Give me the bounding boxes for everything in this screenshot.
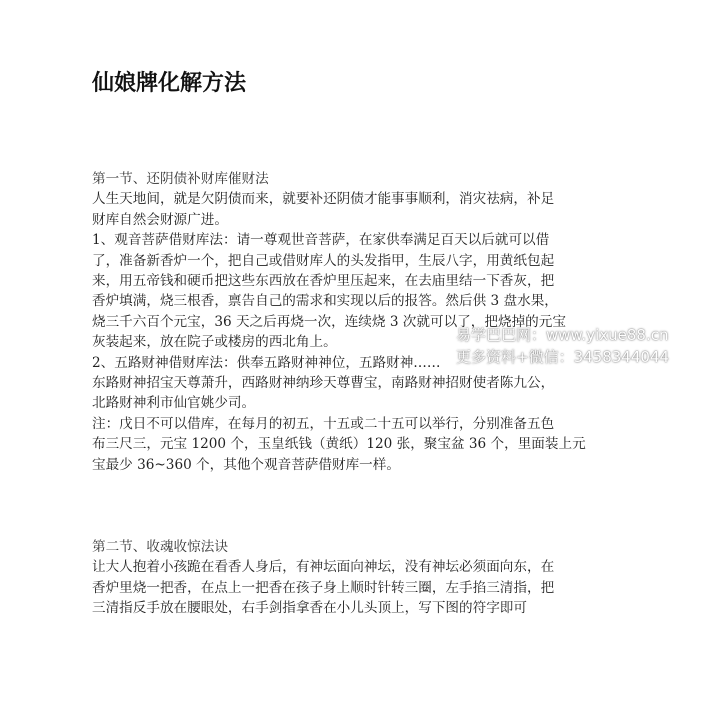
paragraph-line: 财库自然会财源广进。 — [92, 211, 228, 228]
section-1-heading: 第一节、还阴债补财库催财法 — [92, 171, 269, 187]
document-title: 仙娘牌化解方法 — [92, 71, 247, 96]
watermark-site: 易学巴巴网：www.yixue88.cn — [456, 326, 669, 344]
paragraph-line: 灰装起来，放在院子或楼房的西北角上。 — [92, 334, 337, 351]
paragraph-line: 三清指反手放在腰眼处，右手剑指拿香在小儿头顶上，写下图的符字即可 — [92, 600, 527, 617]
section-1 — [92, 169, 652, 475]
watermark-contact: 更多资料+微信：3458344044 — [456, 348, 670, 366]
paragraph-line: 宝最少 36~360 个，其他个观音菩萨借财库一样。 — [92, 456, 400, 473]
paragraph-line: 人生天地间，就是欠阴债而来，就要补还阴债才能事事顺利，消灾祛病，补足 — [92, 191, 555, 208]
paragraph-line: 北路财神利市仙官姚少司。 — [92, 395, 256, 412]
paragraph-line: 1、观音菩萨借财库法：请一尊观世音菩萨，在家供奉满足百天以后就可以借 — [92, 232, 550, 249]
section-2 — [92, 537, 652, 619]
paragraph-line: 香炉填满，烧三根香，禀告自己的需求和实现以后的报答。然后供 3 盘水果， — [92, 293, 558, 310]
paragraph-line: 了，准备新香炉一个，把自己或借财库人的头发指甲，生辰八字，用黄纸包起 — [92, 252, 555, 269]
paragraph-line: 香炉里烧一把香，在点上一把香在孩子身上顺时针转三圈，左手掐三清指，把 — [92, 579, 555, 596]
paragraph-line: 东路财神招宝天尊萧升，西路财神纳珍天尊曹宝，南路财神招财使者陈九公， — [92, 375, 555, 392]
paragraph-line: 2、五路财神借财库法：供奉五路财神神位，五路财神…… — [92, 354, 441, 371]
paragraph-line: 来，用五帝钱和硬币把这些东西放在香炉里压起来，在去庙里结一下香灰，把 — [92, 273, 555, 290]
watermark — [456, 324, 714, 368]
section-2-heading: 第二节、收魂收惊法诀 — [92, 539, 228, 555]
paragraph-line: 烧三千六百个元宝，36 天之后再烧一次，连续烧 3 次就可以了，把烧掉的元宝 — [92, 313, 566, 330]
paragraph-line: 布三尺三，元宝 1200 个，玉皇纸钱（黄纸）120 张，聚宝盆 36 个，里面装上元 — [92, 436, 586, 453]
paragraph-line: 让大人抱着小孩跪在看香人身后，有神坛面向神坛，没有神坛必须面向东，在 — [92, 559, 555, 576]
paragraph-line: 注：戊日不可以借库，在每月的初五，十五或二十五可以举行，分别准备五色 — [92, 415, 555, 432]
